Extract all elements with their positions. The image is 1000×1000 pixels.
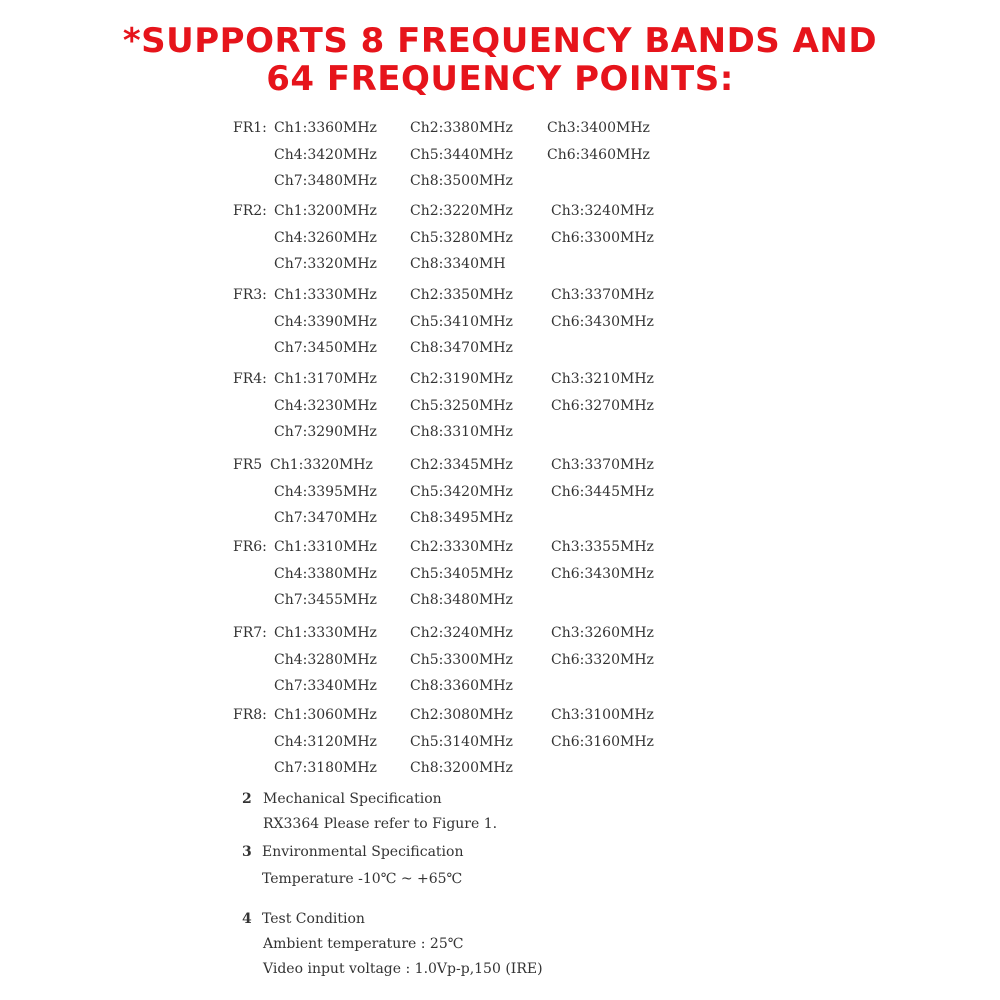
channel: Ch5:3440MHz: [410, 147, 513, 163]
channel: Ch7:3470MHz: [274, 510, 377, 526]
section-number: 2: [242, 791, 252, 807]
channel: Ch5:3410MHz: [410, 314, 513, 330]
channel: Ch3:3260MHz: [551, 625, 654, 641]
channel: Ch8:3480MHz: [410, 592, 513, 608]
channel: Ch7:3455MHz: [274, 592, 377, 608]
band-fr6: [0, 538, 1000, 618]
channel: Ch4:3390MHz: [274, 314, 377, 330]
channel: Ch6:3460MHz: [547, 147, 650, 163]
band-fr4: [0, 370, 1000, 450]
channel: Ch3:3400MHz: [547, 120, 650, 136]
channel: Ch6:3160MHz: [551, 734, 654, 750]
channel: Ch8:3500MHz: [410, 173, 513, 189]
channel: Ch2:3350MHz: [410, 287, 513, 303]
channel: Ch6:3430MHz: [551, 566, 654, 582]
section-heading: Mechanical Specification: [263, 791, 442, 807]
channel: Ch2:3080MHz: [410, 707, 513, 723]
channel: Ch1:3200MHz: [274, 203, 377, 219]
channel: Ch1:3330MHz: [274, 625, 377, 641]
section-text: RX3364 Please refer to Figure 1.: [263, 816, 498, 832]
channel: Ch5:3300MHz: [410, 652, 513, 668]
band-fr3: [0, 286, 1000, 366]
title-line-2: 64 FREQUENCY POINTS:: [266, 59, 734, 99]
channel: Ch4:3380MHz: [274, 566, 377, 582]
channel: Ch1:3330MHz: [274, 287, 377, 303]
channel: Ch4:3120MHz: [274, 734, 377, 750]
channel: Ch6:3320MHz: [551, 652, 654, 668]
channel: Ch3:3100MHz: [551, 707, 654, 723]
channel: Ch8:3470MHz: [410, 340, 513, 356]
channel: Ch7:3290MHz: [274, 424, 377, 440]
page-title: [0, 22, 1000, 98]
channel: Ch4:3280MHz: [274, 652, 377, 668]
band-fr2: [0, 202, 1000, 282]
channel: Ch8:3360MHz: [410, 678, 513, 694]
channel: Ch6:3300MHz: [551, 230, 654, 246]
section-heading: Environmental Specification: [262, 844, 464, 860]
channel: Ch7:3320MHz: [274, 256, 377, 272]
band-label: FR3:: [233, 287, 267, 303]
band-label: FR5: [233, 457, 263, 473]
section-number: 4: [242, 911, 252, 927]
band-fr7: [0, 624, 1000, 704]
channel: Ch3:3210MHz: [551, 371, 654, 387]
video-input-voltage: Video input voltage : 1.0Vp-p,150 (IRE): [263, 961, 543, 977]
channel: Ch2:3330MHz: [410, 539, 513, 555]
channel: Ch2:3190MHz: [410, 371, 513, 387]
channel: Ch6:3430MHz: [551, 314, 654, 330]
channel: Ch1:3320MHz: [270, 457, 373, 473]
channel: Ch2:3345MHz: [410, 457, 513, 473]
section-heading: Test Condition: [262, 911, 365, 927]
channel: Ch3:3240MHz: [551, 203, 654, 219]
channel: Ch5:3140MHz: [410, 734, 513, 750]
channel: Ch8:3340MH: [410, 256, 506, 272]
channel: Ch8:3495MHz: [410, 510, 513, 526]
channel: Ch1:3060MHz: [274, 707, 377, 723]
channel: Ch8:3200MHz: [410, 760, 513, 776]
channel: Ch5:3405MHz: [410, 566, 513, 582]
channel: Ch7:3450MHz: [274, 340, 377, 356]
band-fr5: [0, 456, 1000, 536]
band-label: FR1:: [233, 120, 267, 136]
channel: Ch3:3355MHz: [551, 539, 654, 555]
title-line-1: *SUPPORTS 8 FREQUENCY BANDS AND: [122, 21, 878, 61]
channel: Ch6:3270MHz: [551, 398, 654, 414]
channel: Ch5:3420MHz: [410, 484, 513, 500]
channel: Ch7:3180MHz: [274, 760, 377, 776]
band-label: FR7:: [233, 625, 267, 641]
band-label: FR2:: [233, 203, 267, 219]
section-text: Temperature -10℃ ~ +65℃: [262, 871, 463, 887]
band-fr8: [0, 706, 1000, 786]
channel: Ch4:3420MHz: [274, 147, 377, 163]
band-label: FR6:: [233, 539, 267, 555]
channel: Ch3:3370MHz: [551, 287, 654, 303]
channel: Ch5:3280MHz: [410, 230, 513, 246]
channel: Ch1:3360MHz: [274, 120, 377, 136]
channel: Ch3:3370MHz: [551, 457, 654, 473]
section-number: 3: [242, 844, 252, 860]
channel: Ch7:3480MHz: [274, 173, 377, 189]
channel: Ch4:3230MHz: [274, 398, 377, 414]
channel: Ch4:3260MHz: [274, 230, 377, 246]
channel: Ch2:3240MHz: [410, 625, 513, 641]
channel: Ch1:3310MHz: [274, 539, 377, 555]
channel: Ch1:3170MHz: [274, 371, 377, 387]
band-fr1: [0, 119, 1000, 199]
channel: Ch7:3340MHz: [274, 678, 377, 694]
channel: Ch4:3395MHz: [274, 484, 377, 500]
channel: Ch6:3445MHz: [551, 484, 654, 500]
band-label: FR4:: [233, 371, 267, 387]
channel: Ch5:3250MHz: [410, 398, 513, 414]
band-label: FR8:: [233, 707, 267, 723]
channel: Ch2:3380MHz: [410, 120, 513, 136]
ambient-temperature: Ambient temperature : 25℃: [263, 936, 464, 952]
channel: Ch8:3310MHz: [410, 424, 513, 440]
channel: Ch2:3220MHz: [410, 203, 513, 219]
